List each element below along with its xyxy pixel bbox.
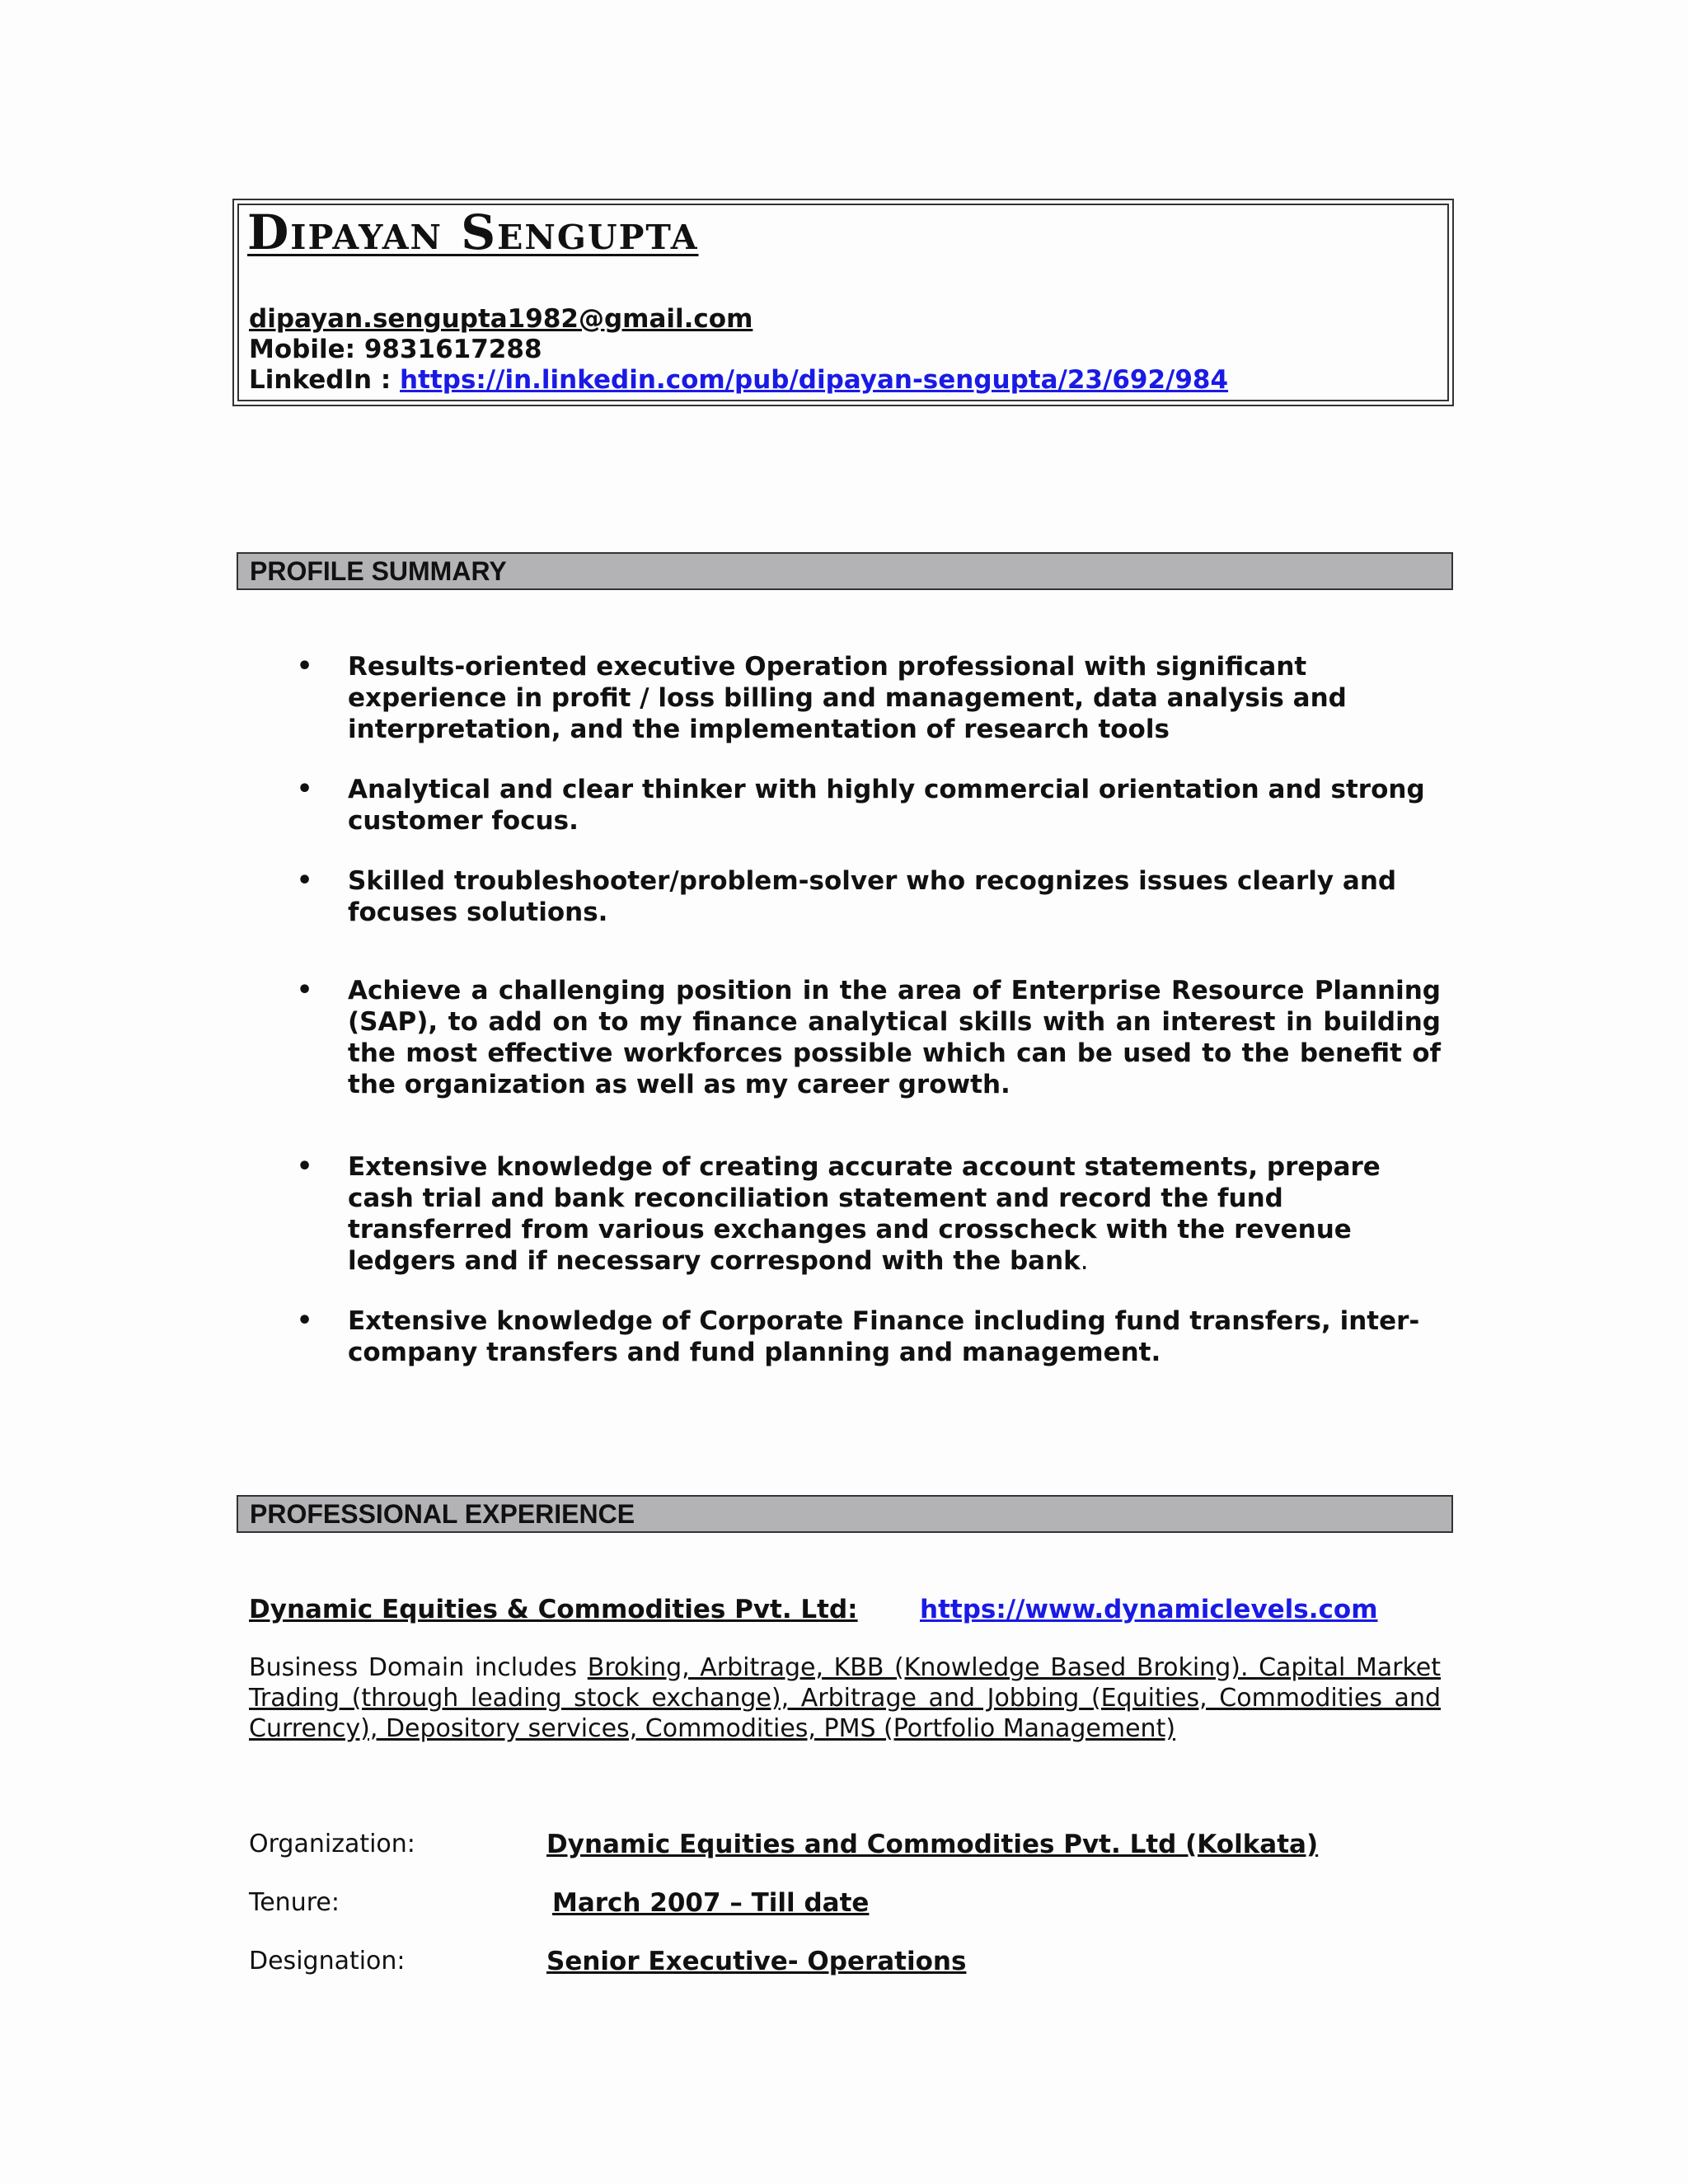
list-item bbox=[297, 865, 1441, 928]
bullet-text: Extensive knowledge of Corporate Finance including fund transfers, inter-company transfers and fund planning and management. bbox=[348, 1306, 1420, 1367]
bullet-icon: • bbox=[297, 1306, 313, 1335]
mobile-number: 9831617288 bbox=[363, 335, 542, 364]
bullet-text: Skilled troubleshooter/problem-solver who recognizes issues clearly and focuses solutions. bbox=[348, 866, 1397, 927]
bullet-text: Achieve a challenging position in the area of Enterprise Resource Planning (SAP), to add on to my finance analytical skills with an interest in building the most effective workforces possible which can be used to the benefit of the organization as well as my career growth. bbox=[348, 976, 1441, 1099]
company-name: Dynamic Equities & Commodities Pvt. Ltd: bbox=[249, 1595, 858, 1624]
bullet-text: Extensive knowledge of creating accurate account statements, prepare cash trial and bank reconciliation statement and record the fund transferred from various exchanges and crosscheck with the revenue ledgers and if necessary correspond with the bank bbox=[348, 1152, 1381, 1276]
linkedin-link[interactable]: https://in.linkedin.com/pub/dipayan-sengupta/23/692/984 bbox=[400, 365, 1229, 395]
linkedin-line bbox=[249, 365, 1228, 396]
mobile-label: Mobile: bbox=[249, 335, 364, 364]
business-domain-details: Broking, Arbitrage, KBB (Knowledge Based Broking). Capital Market Trading (through leading stock exchange), Arbitrage and Jobbing (Equities, Commodities and Currency), Depository services, Commodities, PMS (Portfolio Management) bbox=[249, 1653, 1441, 1743]
business-domain bbox=[249, 1652, 1441, 1744]
mobile-line bbox=[249, 335, 1228, 365]
list-item bbox=[297, 651, 1441, 745]
contact-details bbox=[249, 304, 1228, 396]
candidate-name: Dipayan Sengupta bbox=[247, 204, 699, 260]
bullet-icon: • bbox=[297, 652, 313, 681]
bullet-icon: • bbox=[297, 775, 313, 804]
professional-experience-heading: PROFESSIONAL EXPERIENCE bbox=[237, 1495, 1453, 1533]
company-website-link[interactable]: https://www.dynamiclevels.com bbox=[920, 1595, 1378, 1624]
bullet-icon: • bbox=[297, 866, 313, 895]
email-address[interactable]: dipayan.sengupta1982@gmail.com bbox=[249, 304, 753, 334]
profile-summary-heading: PROFILE SUMMARY bbox=[237, 552, 1453, 590]
linkedin-label: LinkedIn : bbox=[249, 365, 401, 395]
bullet-text: Results-oriented executive Operation professional with significant experience in profit / loss billing and management, data analysis and interpretation, and the implementation of research tools bbox=[348, 652, 1347, 744]
profile-summary-list bbox=[297, 651, 1441, 1368]
bullet-trailing-period: . bbox=[1080, 1246, 1089, 1276]
bullet-icon: • bbox=[297, 1152, 313, 1181]
organization-label: Organization: bbox=[249, 1830, 415, 1858]
tenure-value: March 2007 – Till date bbox=[552, 1888, 870, 1918]
list-item bbox=[297, 975, 1441, 1100]
list-item bbox=[297, 774, 1441, 837]
tenure-label: Tenure: bbox=[249, 1888, 340, 1917]
list-item bbox=[297, 1151, 1441, 1277]
designation-value: Senior Executive- Operations bbox=[546, 1947, 967, 1976]
business-domain-prefix: Business Domain includes bbox=[249, 1653, 588, 1682]
bullet-text: Analytical and clear thinker with highly commercial orientation and strong customer focus. bbox=[348, 775, 1425, 836]
organization-value: Dynamic Equities and Commodities Pvt. Ltd (Kolkata) bbox=[546, 1830, 1319, 1859]
bullet-icon: • bbox=[297, 976, 313, 1005]
list-item bbox=[297, 1305, 1441, 1368]
designation-label: Designation: bbox=[249, 1947, 406, 1975]
